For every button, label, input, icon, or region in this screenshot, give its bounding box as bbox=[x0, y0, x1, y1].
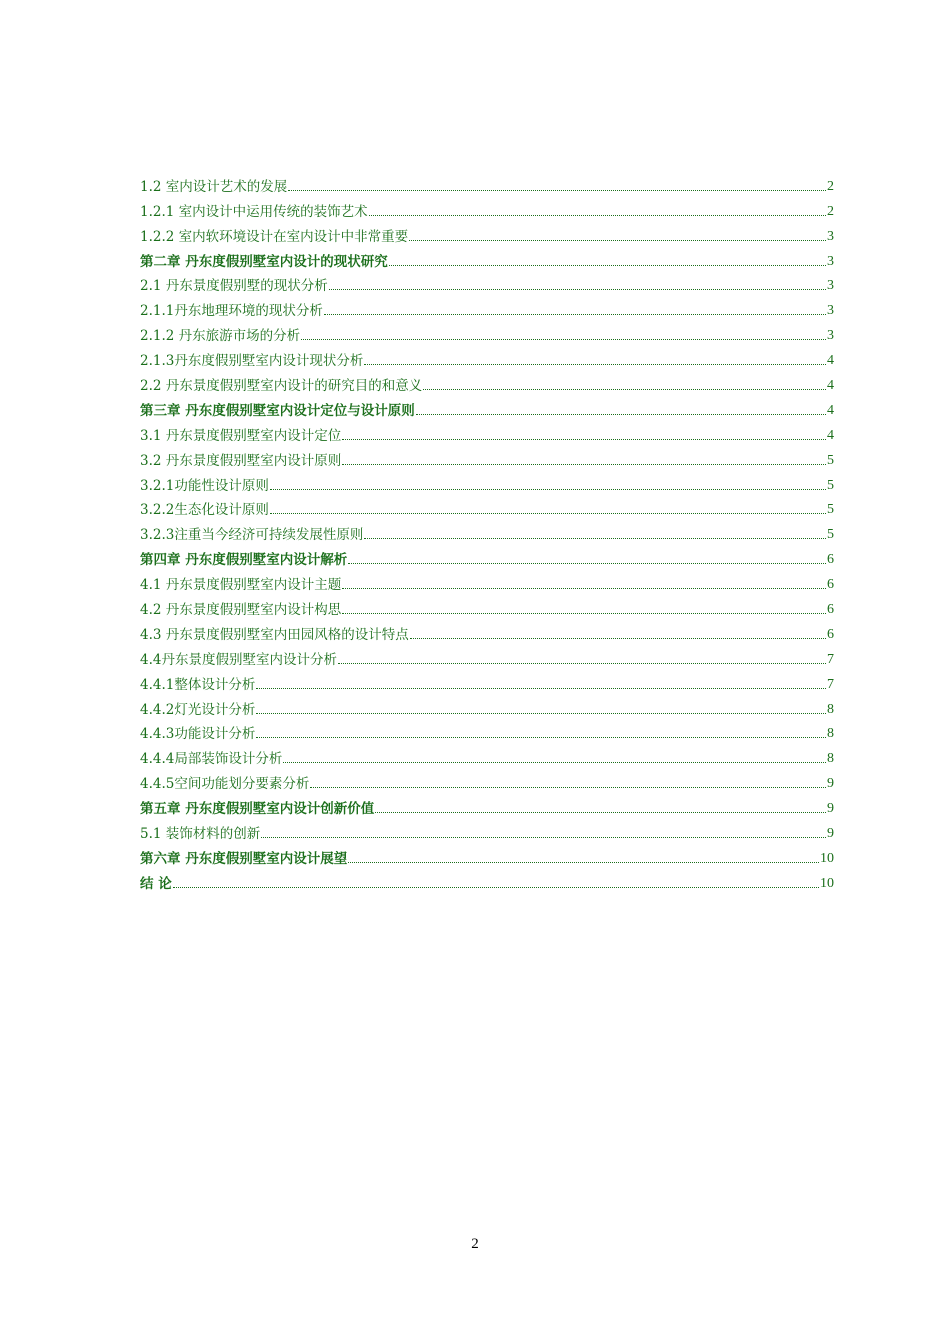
toc-dot-leader bbox=[369, 215, 826, 216]
toc-dot-leader bbox=[270, 513, 826, 514]
toc-section-entry[interactable] bbox=[140, 344, 834, 369]
toc-entry-page: 9 bbox=[827, 801, 834, 817]
toc-dot-leader bbox=[342, 464, 826, 465]
toc-section-entry[interactable] bbox=[140, 718, 834, 743]
toc-entry-page: 9 bbox=[827, 826, 834, 842]
toc-dot-leader bbox=[389, 265, 826, 266]
toc-entry-page: 3 bbox=[827, 328, 834, 344]
toc-entry-page: 4 bbox=[827, 378, 834, 394]
toc-dot-leader bbox=[301, 339, 826, 340]
toc-section-entry[interactable] bbox=[140, 494, 834, 519]
toc-entry-page: 6 bbox=[827, 602, 834, 618]
toc-section-entry[interactable] bbox=[140, 693, 834, 718]
toc-entry-title: 4.4.1整体设计分析 bbox=[140, 676, 256, 693]
toc-dot-leader bbox=[375, 812, 826, 813]
toc-entry-title: 4.1 丹东景度假别墅室内设计主题 bbox=[140, 577, 342, 594]
toc-entry-page: 6 bbox=[827, 577, 834, 593]
toc-dot-leader bbox=[256, 713, 826, 714]
toc-entry-title: 4.4.5空间功能划分要素分析 bbox=[140, 776, 310, 793]
toc-entry-title: 4.2 丹东景度假别墅室内设计构思 bbox=[140, 602, 342, 619]
toc-entry-title: 4.4丹东景度假别墅室内设计分析 bbox=[140, 651, 337, 668]
toc-dot-leader bbox=[348, 862, 819, 863]
toc-section-entry[interactable] bbox=[140, 319, 834, 344]
toc-entry-page: 4 bbox=[827, 353, 834, 369]
toc-section-entry[interactable] bbox=[140, 742, 834, 767]
toc-entry-page: 2 bbox=[827, 178, 834, 194]
toc-entry-title: 结 论 bbox=[140, 875, 172, 892]
toc-entry-title: 3.1 丹东景度假别墅室内设计定位 bbox=[140, 427, 342, 444]
toc-entry-title: 2.1 丹东景度假别墅的现状分析 bbox=[140, 278, 328, 295]
toc-dot-leader bbox=[324, 314, 826, 315]
toc-section-entry[interactable] bbox=[140, 294, 834, 319]
toc-entry-page: 4 bbox=[827, 402, 834, 418]
toc-section-entry[interactable] bbox=[140, 469, 834, 494]
toc-dot-leader bbox=[338, 663, 826, 664]
toc-entry-title: 4.3 丹东景度假别墅室内田园风格的设计特点 bbox=[140, 626, 409, 643]
toc-entry-title: 5.1 装饰材料的创新 bbox=[140, 826, 261, 843]
toc-entry-title: 3.2.2生态化设计原则 bbox=[140, 502, 269, 519]
toc-dot-leader bbox=[342, 613, 826, 614]
toc-entry-page: 5 bbox=[827, 527, 834, 543]
toc-entry-page: 2 bbox=[827, 203, 834, 219]
toc-entry-page: 4 bbox=[827, 427, 834, 443]
toc-dot-leader bbox=[329, 289, 826, 290]
toc-entry-page: 6 bbox=[827, 552, 834, 568]
toc-section-entry[interactable] bbox=[140, 369, 834, 394]
toc-entry-title: 4.4.2灯光设计分析 bbox=[140, 701, 256, 718]
toc-section-entry[interactable] bbox=[140, 668, 834, 693]
toc-dot-leader bbox=[364, 364, 826, 365]
toc-dot-leader bbox=[310, 787, 826, 788]
toc-dot-leader bbox=[342, 588, 826, 589]
toc-entry-title: 4.4.3功能设计分析 bbox=[140, 726, 256, 743]
toc-section-entry[interactable] bbox=[140, 220, 834, 245]
toc-section-entry[interactable] bbox=[140, 618, 834, 643]
toc-entry-page: 9 bbox=[827, 776, 834, 792]
toc-dot-leader bbox=[261, 837, 826, 838]
toc-section-entry[interactable] bbox=[140, 170, 834, 195]
toc-section-entry[interactable] bbox=[140, 767, 834, 792]
toc-entry-title: 第二章 丹东度假别墅室内设计的现状研究 bbox=[140, 253, 388, 270]
toc-entry-title: 2.1.1丹东地理环境的现状分析 bbox=[140, 303, 323, 320]
toc-dot-leader bbox=[342, 439, 826, 440]
toc-entry-title: 1.2.2 室内软环境设计在室内设计中非常重要 bbox=[140, 228, 409, 245]
toc-entry-title: 1.2.1 室内设计中运用传统的装饰艺术 bbox=[140, 203, 368, 220]
table-of-contents bbox=[140, 170, 834, 892]
toc-section-entry[interactable] bbox=[140, 593, 834, 618]
toc-section-entry[interactable] bbox=[140, 270, 834, 295]
toc-entry-title: 2.1.3丹东度假别墅室内设计现状分析 bbox=[140, 353, 364, 370]
toc-section-entry[interactable] bbox=[140, 518, 834, 543]
toc-dot-leader bbox=[409, 240, 826, 241]
toc-dot-leader bbox=[256, 737, 826, 738]
toc-dot-leader bbox=[283, 762, 826, 763]
toc-entry-page: 3 bbox=[827, 278, 834, 294]
toc-chapter-entry[interactable] bbox=[140, 394, 834, 419]
toc-entry-title: 第四章 丹东度假别墅室内设计解析 bbox=[140, 552, 348, 569]
toc-entry-page: 10 bbox=[820, 875, 834, 891]
toc-chapter-entry[interactable] bbox=[140, 842, 834, 867]
toc-entry-title: 第三章 丹东度假别墅室内设计定位与设计原则 bbox=[140, 402, 415, 419]
toc-entry-title: 4.4.4局部装饰设计分析 bbox=[140, 751, 283, 768]
toc-entry-page: 8 bbox=[827, 751, 834, 767]
toc-dot-leader bbox=[364, 538, 826, 539]
toc-section-entry[interactable] bbox=[140, 419, 834, 444]
toc-dot-leader bbox=[416, 414, 826, 415]
toc-entry-page: 10 bbox=[820, 850, 834, 866]
toc-entry-page: 3 bbox=[827, 303, 834, 319]
toc-dot-leader bbox=[423, 389, 826, 390]
toc-chapter-entry[interactable] bbox=[140, 792, 834, 817]
toc-dot-leader bbox=[256, 688, 826, 689]
toc-entry-title: 第六章 丹东度假别墅室内设计展望 bbox=[140, 850, 348, 867]
toc-entry-title: 3.2 丹东景度假别墅室内设计原则 bbox=[140, 452, 342, 469]
toc-entry-page: 5 bbox=[827, 452, 834, 468]
toc-entry-page: 3 bbox=[827, 253, 834, 269]
toc-entry-title: 2.1.2 丹东旅游市场的分析 bbox=[140, 328, 301, 345]
page-number: 2 bbox=[471, 1236, 479, 1252]
toc-entry-page: 8 bbox=[827, 726, 834, 742]
toc-dot-leader bbox=[270, 489, 826, 490]
toc-section-entry[interactable] bbox=[140, 568, 834, 593]
toc-chapter-entry[interactable] bbox=[140, 245, 834, 270]
toc-dot-leader bbox=[348, 563, 826, 564]
toc-entry-page: 5 bbox=[827, 477, 834, 493]
toc-section-entry[interactable] bbox=[140, 444, 834, 469]
toc-entry-title: 3.2.3注重当今经济可持续发展性原则 bbox=[140, 527, 364, 544]
toc-section-entry[interactable] bbox=[140, 195, 834, 220]
toc-section-entry[interactable] bbox=[140, 643, 834, 668]
toc-dot-leader bbox=[410, 638, 826, 639]
toc-section-entry[interactable] bbox=[140, 817, 834, 842]
toc-entry-page: 6 bbox=[827, 626, 834, 642]
toc-dot-leader bbox=[173, 887, 819, 888]
toc-entry-page: 3 bbox=[827, 228, 834, 244]
toc-entry-page: 7 bbox=[827, 676, 834, 692]
toc-entry-page: 5 bbox=[827, 502, 834, 518]
toc-chapter-entry[interactable] bbox=[140, 543, 834, 568]
toc-entry-title: 3.2.1功能性设计原则 bbox=[140, 477, 269, 494]
toc-entry-title: 2.2 丹东景度假别墅室内设计的研究目的和意义 bbox=[140, 378, 423, 395]
toc-entry-page: 8 bbox=[827, 701, 834, 717]
toc-dot-leader bbox=[288, 190, 826, 191]
toc-chapter-entry[interactable] bbox=[140, 867, 834, 892]
toc-entry-title: 第五章 丹东度假别墅室内设计创新价值 bbox=[140, 801, 375, 818]
toc-entry-title: 1.2 室内设计艺术的发展 bbox=[140, 178, 288, 195]
toc-entry-page: 7 bbox=[827, 651, 834, 667]
